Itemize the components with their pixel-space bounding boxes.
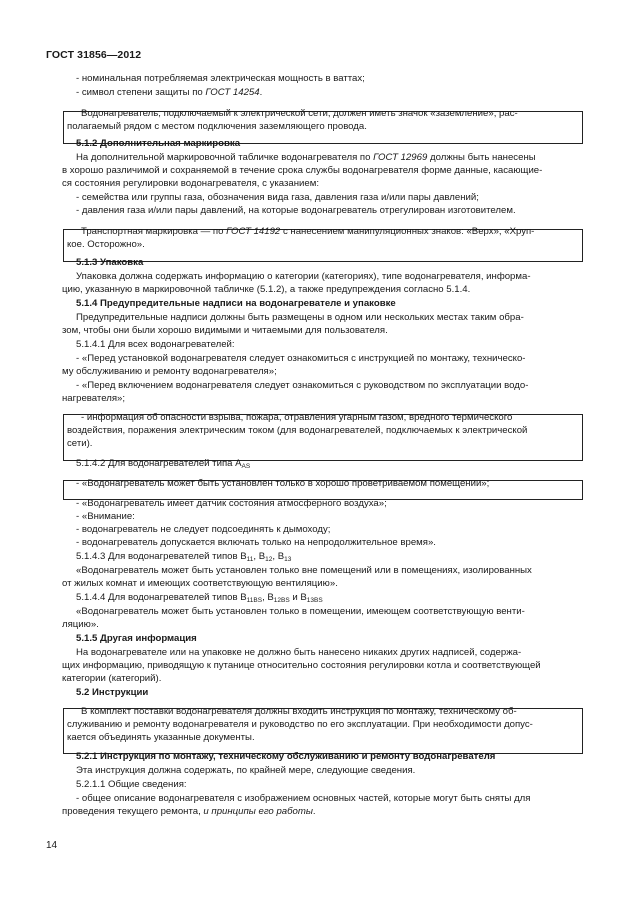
line-text: Предупредительные надписи должны быть размещены в одном или нескольких местах таким обра-	[76, 312, 524, 323]
line-text: - символ степени защиты по	[76, 87, 206, 98]
line-text: от жилых комнат и имеющих соответствующую вентиляцию».	[62, 578, 338, 589]
text-line	[81, 705, 517, 718]
text-line	[67, 731, 255, 744]
text-line	[76, 523, 330, 536]
section-heading	[76, 750, 495, 763]
line-text: Водонагреватель, подключаемый к электрической сети, должен иметь значок «заземление», рас-	[81, 108, 518, 119]
line-text: 5.2 Инструкции	[76, 687, 149, 698]
text-line	[67, 437, 92, 450]
standard-reference: ГОСТ 14254	[205, 87, 260, 98]
line-text: - «Водонагреватель имеет датчик состояния атмосферного воздуха»;	[76, 498, 387, 509]
line-text: , B	[253, 551, 266, 562]
text-line	[76, 191, 479, 204]
text-line	[62, 618, 99, 631]
line-text: 5.1.4.1 Для всех водонагревателей:	[76, 339, 235, 350]
line-text: 5.1.4 Предупредительные надписи на водонагревателе и упаковке	[76, 298, 396, 309]
subscript: 11BS	[246, 597, 263, 604]
line-text: .	[259, 87, 263, 98]
text-line	[62, 805, 316, 818]
line-text: зом, чтобы они были хорошо видимыми и читаемыми для пользователя.	[62, 325, 388, 336]
line-text: воздействия, поражения электрическим током (для водонагревателей, подключаемых к электрической	[67, 425, 528, 436]
line-text: в хорошо различимой и сохраняемой в течение срока службы водонагревателя форме данные, касающие-	[62, 165, 543, 176]
line-text: должны быть нанесены	[427, 152, 536, 163]
text-line	[81, 225, 534, 238]
text-line	[62, 283, 470, 296]
text-line	[62, 164, 542, 177]
subscript: 13	[284, 556, 292, 563]
text-line	[62, 672, 161, 685]
text-line	[76, 457, 250, 470]
line-text: категории (категорий).	[62, 673, 162, 684]
section-heading	[76, 137, 240, 150]
document-header: ГОСТ 31856—2012	[46, 49, 142, 61]
line-text: 5.1.3 Упаковка	[76, 257, 144, 268]
text-line	[67, 718, 533, 731]
line-text: , B	[262, 592, 274, 603]
line-text: - «Внимание:	[76, 511, 135, 522]
text-line	[67, 120, 367, 133]
line-text: полагаемый рядом с местом подключения заземляющего провода.	[67, 121, 367, 132]
line-text: щих информацию, приводящую к путанице относительно состояния регулировки котла и соответствующей	[62, 660, 541, 671]
text-line	[76, 379, 528, 392]
text-line	[76, 86, 262, 99]
line-text: 5.1.4.4 Для водонагревателей типов B	[76, 592, 247, 603]
line-text: На дополнительной маркировочной табличке водонагревателя по	[76, 152, 374, 163]
text-line	[76, 338, 235, 351]
subscript: 13BS	[306, 597, 323, 604]
text-line	[76, 477, 489, 490]
section-heading	[76, 297, 396, 310]
line-text: Эта инструкция должна содержать, по крайней мере, следующие сведения.	[76, 765, 416, 776]
line-text: На водонагревателе или на упаковке не должно быть нанесено никаких других надписей, содержа-	[76, 647, 522, 658]
text-line	[76, 764, 415, 777]
text-line	[76, 564, 532, 577]
text-line	[76, 510, 135, 523]
subscript: 11	[246, 556, 254, 563]
line-text: проведения текущего ремонта,	[62, 806, 204, 817]
standard-reference: ГОСТ 12969	[373, 152, 428, 163]
line-text: .	[312, 806, 316, 817]
text-line	[76, 591, 323, 604]
line-text: цию, указанную в маркировочной табличке (5.1.2), а также предупреждения согласно 5.1.4.	[62, 284, 471, 295]
line-text: с нанесением манипуляционных знаков: «Верх», «Хруп-	[280, 226, 535, 237]
subscript: 12	[265, 556, 273, 563]
line-text: 5.1.4.3 Для водонагревателей типов B	[76, 551, 247, 562]
standard-reference: ГОСТ 14192	[226, 226, 281, 237]
line-text: - «Перед установкой водонагревателя следует ознакомиться с инструкцией по монтажу, техническо-	[76, 353, 526, 364]
text-line	[62, 324, 388, 337]
text-line	[76, 204, 516, 217]
standard-reference: и принципы его работы	[203, 806, 313, 817]
line-text: кается объединять указанные документы.	[67, 732, 255, 743]
line-text: Упаковка должна содержать информацию о категории (категориях), типе водонагревателя, информа-	[76, 271, 531, 282]
line-text: 5.1.4.2 Для водонагревателей типа A	[76, 458, 242, 469]
text-line	[62, 577, 338, 590]
line-text: - водонагреватель не следует подсоединять к дымоходу;	[76, 524, 331, 535]
line-text: «Водонагреватель может быть установлен только вне помещений или в помещениях, изолированных	[76, 565, 532, 576]
text-line	[76, 270, 531, 283]
section-heading	[76, 256, 143, 269]
line-text: - давления газа и/или пары давлений, на которые водонагреватель отрегулирован изготовителем.	[76, 205, 516, 216]
section-heading	[76, 632, 197, 645]
subscript: 12BS	[273, 597, 290, 604]
text-line	[76, 605, 525, 618]
text-line	[76, 311, 524, 324]
text-line	[76, 792, 530, 805]
line-text: - общее описание водонагревателя с изображением основных частей, которые могут быть сняты для	[76, 793, 531, 804]
text-line	[62, 365, 277, 378]
line-text: - «Перед включением водонагревателя следует ознакомиться с руководством по эксплуатации водо-	[76, 380, 529, 391]
line-text: ся состояния регулировки водонагревателя, с указанием:	[62, 178, 320, 189]
text-line	[76, 550, 291, 563]
line-text: и B	[289, 592, 307, 603]
text-line	[67, 424, 527, 437]
text-line	[76, 352, 526, 365]
line-text: - водонагреватель допускается включать только на непродолжительное время».	[76, 537, 436, 548]
line-text: 5.1.5 Другая информация	[76, 633, 197, 644]
text-line	[62, 177, 319, 190]
line-text: ляцию».	[62, 619, 99, 630]
subscript: AS	[241, 463, 251, 470]
line-text: 5.2.1.1 Общие сведения:	[76, 779, 187, 790]
page-number: 14	[46, 840, 58, 851]
line-text: нагревателя»;	[62, 393, 126, 404]
section-heading	[76, 686, 148, 699]
line-text: В комплект поставки водонагревателя должны входить инструкция по монтажу, техническому об-	[81, 706, 517, 717]
line-text: 5.1.2 Дополнительная маркировка	[76, 138, 241, 149]
text-line	[81, 411, 512, 424]
line-text: Транспортная маркировка — по	[81, 226, 227, 237]
text-line	[81, 107, 518, 120]
line-text: - номинальная потребляемая электрическая мощность в ваттах;	[76, 73, 365, 84]
text-line	[67, 238, 145, 251]
line-text: кое. Осторожно».	[67, 239, 145, 250]
text-line	[76, 151, 536, 164]
line-text: «Водонагреватель может быть установлен только в помещении, имеющем соответствующую венти-	[76, 606, 525, 617]
text-line	[76, 72, 365, 85]
text-line	[76, 778, 187, 791]
text-line	[76, 536, 436, 549]
line-text: , B	[272, 551, 285, 562]
line-text: служиванию и ремонту водонагревателя и руководство по его эксплуатации. При необходимости допус-	[67, 719, 533, 730]
text-line	[62, 659, 541, 672]
text-line	[76, 497, 387, 510]
line-text: - «Водонагреватель может быть установлен только в хорошо проветриваемом помещении»;	[76, 478, 490, 489]
text-line	[62, 392, 125, 405]
line-text: - семейства или группы газа, обозначения вида газа, давления газа и/или пары давлений;	[76, 192, 479, 203]
line-text: сети).	[67, 438, 93, 449]
text-line	[76, 646, 521, 659]
line-text: 5.2.1 Инструкция по монтажу, техническому обслуживанию и ремонту водонагревателя	[76, 751, 496, 762]
line-text: му обслуживанию и ремонту водонагревателя»;	[62, 366, 277, 377]
line-text: - информация об опасности взрыва, пожара, отравления угарным газом, вредного термического	[81, 412, 513, 423]
